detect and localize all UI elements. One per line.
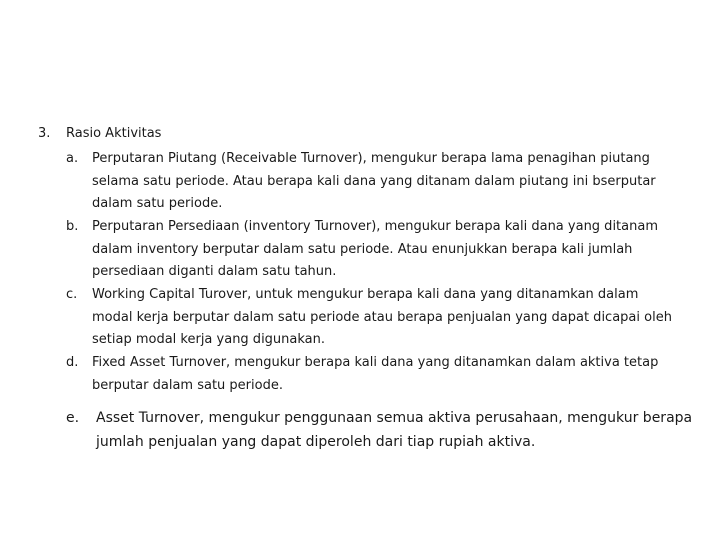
- list-item-text: [96, 406, 706, 454]
- list-item-letter: c.: [66, 287, 78, 302]
- text-line: persediaan diganti dalam satu tahun.: [92, 264, 337, 279]
- text-line: jumlah penjualan yang dapat diperoleh dari tiap rupiah aktiva.: [96, 434, 536, 450]
- list-item-letter: b.: [66, 219, 79, 234]
- text-line: setiap modal kerja yang digunakan.: [92, 332, 326, 347]
- text-line: modal kerja berputar dalam satu periode atau berapa penjualan yang dapat dicapai oleh: [92, 309, 672, 325]
- list-item-text: [92, 284, 692, 352]
- text-line: Perputaran Persediaan (inventory Turnover), mengukur berapa kali dana yang ditanam: [92, 219, 658, 234]
- list-item-letter: d.: [66, 355, 79, 370]
- text-line: dalam satu periode.: [92, 196, 223, 211]
- section-title: Rasio Aktivitas: [66, 126, 162, 141]
- text-line: Perputaran Piutang (Receivable Turnover), mengukur berapa lama penagihan piutang: [92, 151, 650, 166]
- list-item-text: [92, 216, 692, 284]
- text-line: selama satu periode. Atau berapa kali dana yang ditanam dalam piutang ini bserputar: [92, 173, 656, 189]
- text-line: Asset Turnover, mengukur penggunaan semua aktiva perusahaan, mengukur berapa: [96, 410, 693, 426]
- text-line: Working Capital Turover, untuk mengukur berapa kali dana yang ditanamkan dalam: [92, 287, 639, 302]
- list-item-letter: a.: [66, 151, 79, 166]
- list-item-text: [92, 352, 692, 397]
- list-item-letter: e.: [66, 410, 80, 426]
- list-item-text: [92, 148, 692, 216]
- text-line: Fixed Asset Turnover, mengukur berapa kali dana yang ditanamkan dalam aktiva tetap: [92, 355, 659, 370]
- text-line: berputar dalam satu periode.: [92, 377, 283, 393]
- text-line: dalam inventory berputar dalam satu periode. Atau enunjukkan berapa kali jumlah: [92, 241, 633, 257]
- section-number: 3.: [38, 126, 51, 141]
